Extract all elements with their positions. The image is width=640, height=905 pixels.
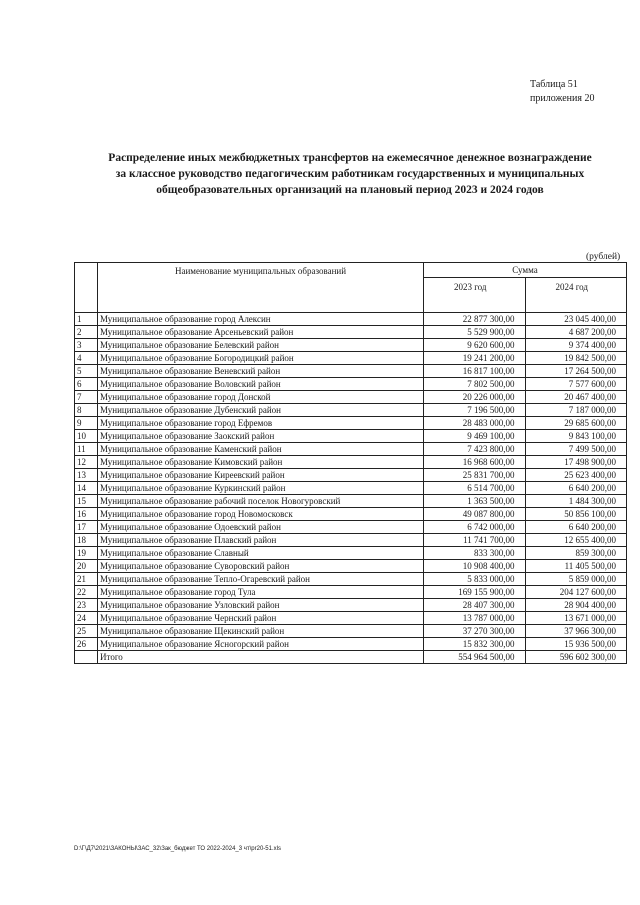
amount-2024: 19 842 500,00 [525,352,627,365]
table-row [75,365,627,378]
amount-2024: 12 655 400,00 [525,534,627,547]
table-header-row [75,263,627,278]
amount-2023: 7 802 500,00 [424,378,526,391]
amount-2023: 16 817 100,00 [424,365,526,378]
row-number: 25 [75,625,98,638]
table-row [75,404,627,417]
municipality-name: Муниципальное образование Куркинский район [98,482,424,495]
table-row [75,599,627,612]
row-number: 3 [75,339,98,352]
municipality-name: Муниципальное образование Щекинский район [98,625,424,638]
row-number [75,651,98,664]
row-number: 1 [75,313,98,326]
table-row [75,495,627,508]
municipality-name: Муниципальное образование Заокский район [98,430,424,443]
amount-2023: 28 407 300,00 [424,599,526,612]
row-number: 9 [75,417,98,430]
table-row [75,352,627,365]
municipality-name: Муниципальное образование Славный [98,547,424,560]
municipality-name: Муниципальное образование Ясногорский район [98,638,424,651]
amount-2024: 596 602 300,00 [525,651,627,664]
amount-2024: 29 685 600,00 [525,417,627,430]
table-body [75,313,627,664]
table-row [75,508,627,521]
amount-2024: 6 640 200,00 [525,521,627,534]
table-row [75,547,627,560]
amount-2023: 11 741 700,00 [424,534,526,547]
table-total-row [75,651,627,664]
amount-2024: 13 671 000,00 [525,612,627,625]
amount-2024: 20 467 400,00 [525,391,627,404]
amount-2023: 6 514 700,00 [424,482,526,495]
header-sum-cell: Сумма [424,263,627,278]
row-number: 16 [75,508,98,521]
units-label: (рублей) [586,252,621,262]
table-row [75,482,627,495]
row-number: 2 [75,326,98,339]
row-number: 5 [75,365,98,378]
title-line: за классное руководство педагогическим работникам государственных и муниципальных [115,168,585,180]
amount-2024: 50 856 100,00 [525,508,627,521]
table-row [75,586,627,599]
table-row [75,560,627,573]
municipality-name: Муниципальное образование Дубенский район [98,404,424,417]
appendix-label: приложения 20 [530,93,595,104]
amount-2024: 11 405 500,00 [525,560,627,573]
amount-2023: 1 363 500,00 [424,495,526,508]
table-row [75,391,627,404]
table-row [75,313,627,326]
amount-2023: 15 832 300,00 [424,638,526,651]
row-number: 14 [75,482,98,495]
distribution-table [74,262,627,664]
row-number: 26 [75,638,98,651]
row-number: 20 [75,560,98,573]
municipality-name: Муниципальное образование город Алексин [98,313,424,326]
row-number: 23 [75,599,98,612]
amount-2023: 13 787 000,00 [424,612,526,625]
table-row [75,326,627,339]
amount-2024: 23 045 400,00 [525,313,627,326]
amount-2023: 7 423 800,00 [424,443,526,456]
row-number: 24 [75,612,98,625]
amount-2023: 49 087 800,00 [424,508,526,521]
table-row [75,612,627,625]
municipality-name: Муниципальное образование город Тула [98,586,424,599]
amount-2024: 4 687 200,00 [525,326,627,339]
table-row [75,534,627,547]
document-title [70,150,630,198]
municipality-name: Итого [98,651,424,664]
table-row [75,638,627,651]
row-number: 17 [75,521,98,534]
row-number: 18 [75,534,98,547]
amount-2023: 5 833 000,00 [424,573,526,586]
municipality-name: Муниципальное образование Тепло-Огаревский район [98,573,424,586]
amount-2023: 9 620 600,00 [424,339,526,352]
row-number: 21 [75,573,98,586]
municipality-name: Муниципальное образование Каменский район [98,443,424,456]
municipality-name: Муниципальное образование Суворовский район [98,560,424,573]
table-row [75,469,627,482]
municipality-name: Муниципальное образование город Донской [98,391,424,404]
amount-2023: 25 831 700,00 [424,469,526,482]
table-row [75,443,627,456]
amount-2023: 833 300,00 [424,547,526,560]
table-row [75,573,627,586]
amount-2023: 28 483 000,00 [424,417,526,430]
row-number: 12 [75,456,98,469]
municipality-name: Муниципальное образование Киреевский район [98,469,424,482]
table-row [75,417,627,430]
amount-2024: 6 640 200,00 [525,482,627,495]
amount-2024: 37 966 300,00 [525,625,627,638]
amount-2024: 25 623 400,00 [525,469,627,482]
amount-2023: 5 529 900,00 [424,326,526,339]
amount-2024: 7 577 600,00 [525,378,627,391]
municipality-name: Муниципальное образование город Ефремов [98,417,424,430]
table-label: Таблица 51 [530,79,578,90]
municipality-name: Муниципальное образование Богородицкий район [98,352,424,365]
table-reference [530,78,594,106]
municipality-name: Муниципальное образование Одоевский район [98,521,424,534]
table-row [75,378,627,391]
row-number: 8 [75,404,98,417]
amount-2023: 16 968 600,00 [424,456,526,469]
amount-2023: 7 196 500,00 [424,404,526,417]
row-number: 6 [75,378,98,391]
municipality-name: Муниципальное образование Арсеньевский район [98,326,424,339]
amount-2024: 5 859 000,00 [525,573,627,586]
municipality-name: Муниципальное образование Чернский район [98,612,424,625]
title-line: Распределение иных межбюджетных трансфертов на ежемесячное денежное вознаграждение [108,152,592,164]
table-row [75,430,627,443]
table-row [75,521,627,534]
municipality-name: Муниципальное образование Кимовский район [98,456,424,469]
amount-2024: 9 843 100,00 [525,430,627,443]
row-number: 4 [75,352,98,365]
amount-2024: 17 498 900,00 [525,456,627,469]
amount-2023: 19 241 200,00 [424,352,526,365]
header-year-2023: 2023 год [424,278,526,313]
municipality-name: Муниципальное образование Узловский район [98,599,424,612]
amount-2023: 22 877 300,00 [424,313,526,326]
amount-2023: 37 270 300,00 [424,625,526,638]
table-row [75,456,627,469]
amount-2023: 6 742 000,00 [424,521,526,534]
amount-2024: 28 904 400,00 [525,599,627,612]
file-path: D:\Г\Д7\2021\ЗАКОНЫ\ЗАС_32\Зак_бюджет ТО 2022-2024_3 чт\pr20-51.xls [74,846,281,852]
amount-2024: 204 127 600,00 [525,586,627,599]
table-row [75,625,627,638]
municipality-name: Муниципальное образование Белевский район [98,339,424,352]
row-number: 15 [75,495,98,508]
row-number: 11 [75,443,98,456]
row-number: 19 [75,547,98,560]
header-name-cell: Наименование муниципальных образований [98,263,424,313]
row-number: 10 [75,430,98,443]
municipality-name: Муниципальное образование Плавский район [98,534,424,547]
row-number: 13 [75,469,98,482]
amount-2023: 169 155 900,00 [424,586,526,599]
header-year-2024: 2024 год [525,278,627,313]
amount-2023: 554 964 500,00 [424,651,526,664]
amount-2024: 1 484 300,00 [525,495,627,508]
amount-2024: 9 374 400,00 [525,339,627,352]
amount-2024: 17 264 500,00 [525,365,627,378]
amount-2024: 7 499 500,00 [525,443,627,456]
municipality-name: Муниципальное образование рабочий поселок Новогуровский [98,495,424,508]
amount-2024: 859 300,00 [525,547,627,560]
header-number-cell [75,263,98,313]
municipality-name: Муниципальное образование Воловский район [98,378,424,391]
municipality-name: Муниципальное образование Веневский район [98,365,424,378]
amount-2023: 9 469 100,00 [424,430,526,443]
title-line: общеобразовательных организаций на плановый период 2023 и 2024 годов [156,184,544,196]
table-row [75,339,627,352]
amount-2023: 20 226 000,00 [424,391,526,404]
amount-2023: 10 908 400,00 [424,560,526,573]
amount-2024: 15 936 500,00 [525,638,627,651]
row-number: 7 [75,391,98,404]
amount-2024: 7 187 000,00 [525,404,627,417]
row-number: 22 [75,586,98,599]
municipality-name: Муниципальное образование город Новомосковск [98,508,424,521]
